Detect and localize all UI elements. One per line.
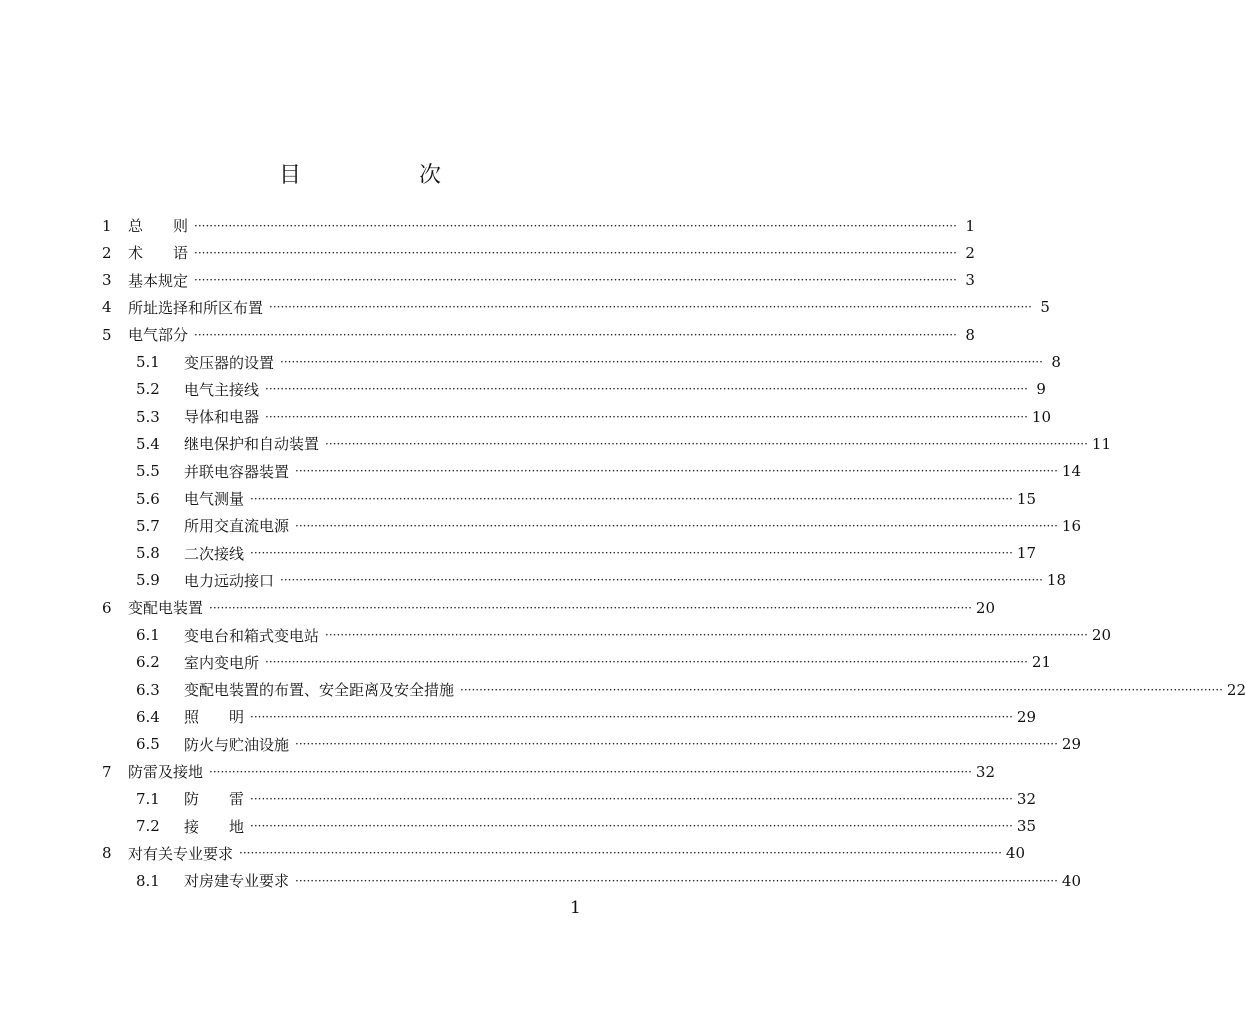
toc-entry-title: 所用交直流电源 [184,517,290,536]
toc-entry-page: 40 [1061,871,1081,890]
toc-entry-title: 对有关专业要求 [128,844,234,863]
toc-entry-title: 防雷及接地 [128,763,204,781]
toc-entry[interactable] [136,567,1066,594]
toc-entry-number: 5.8 [136,544,160,563]
dot-leader: ········································································································································································································ [325,436,1088,451]
toc-entry-title: 防火与贮油设施 [184,735,290,754]
toc-entry-number: 8.1 [136,871,160,890]
dot-leader: ········································································································································································································ [269,300,1032,315]
toc-entry[interactable] [136,785,1036,812]
toc-entry-page: 29 [1016,707,1036,726]
toc-entry[interactable] [102,267,975,294]
toc-entry[interactable] [136,540,1036,567]
toc-entry-page: 20 [975,598,995,617]
toc-entry-number: 6.5 [136,735,160,754]
dot-leader: ········································································································································································································ [250,546,1013,561]
toc-entry-title: 对房建专业要求 [184,872,290,891]
toc-entry-page: 8 [1051,353,1061,371]
dot-leader: ········································································································································································································ [295,737,1058,752]
toc-entry-page: 15 [1016,489,1036,508]
toc-entry-number: 1 [102,216,112,235]
dot-leader: ········································································································································································································ [265,409,1028,424]
toc-entry-title: 变电台和箱式变电站 [184,626,320,645]
toc-entry-page: 18 [1046,571,1066,590]
toc-entry-page: 32 [975,762,995,781]
toc-entry-number: 7.1 [136,789,160,808]
dot-leader: ········································································································································································································ [239,846,1002,861]
toc-title: 目 次 [278,163,489,188]
toc-entry-title: 导体和电器 [184,408,260,427]
toc-entry-title: 照 明 [184,708,245,727]
toc-entry-page: 2 [965,243,975,262]
toc-entry-number: 6.2 [136,653,160,672]
toc-entry-page: 20 [1091,626,1111,644]
toc-entry[interactable] [136,867,1081,894]
toc-entry-number: 5.4 [136,434,160,453]
toc-entry[interactable] [102,594,995,621]
toc-entry[interactable] [136,403,1051,430]
toc-entry[interactable] [102,212,975,239]
toc-entry-page: 8 [965,325,975,344]
toc-entry[interactable] [136,485,1036,512]
toc-entry[interactable] [102,840,1025,867]
dot-leader: ········································································································································································································ [325,628,1088,642]
dot-leader: ········································································································································································································ [280,573,1043,588]
toc-entry[interactable] [102,321,975,348]
dot-leader: ········································································································································································································ [209,764,972,779]
toc-entry-page: 1 [965,216,975,235]
dot-leader: ········································································································································································································ [265,382,1028,397]
dot-leader: ········································································································································································································ [265,655,1028,670]
toc-entry[interactable] [136,813,1036,840]
dot-leader: ········································································································································································································ [250,819,1013,834]
toc-entry[interactable] [136,430,1111,457]
toc-entry[interactable] [136,458,1081,485]
toc-entry-title: 基本规定 [128,271,189,290]
toc-entry-number: 6.1 [136,626,160,644]
toc-entry-title: 电气主接线 [184,380,260,399]
toc-entry-number: 6.3 [136,680,160,699]
toc-entry-page: 21 [1031,653,1051,672]
toc-entry-number: 7 [102,762,112,781]
toc-entry-title: 继电保护和自动装置 [184,435,320,454]
toc-entry-title: 接 地 [184,817,245,836]
toc-entry-page: 16 [1061,516,1081,535]
toc-entry-number: 5.5 [136,462,160,481]
toc-entry[interactable] [136,703,1036,730]
dot-leader: ········································································································································································································ [295,464,1058,479]
dot-leader: ········································································································································································································ [280,355,1043,369]
toc-entry-number: 5.2 [136,380,160,399]
toc-entry-page: 5 [1040,298,1050,317]
toc-entry-page: 14 [1061,462,1081,481]
toc-entry[interactable] [136,349,1061,376]
toc-entry-title: 电力远动接口 [184,571,275,590]
dot-leader: ········································································································································································································ [250,709,1013,724]
toc-entry-page: 29 [1061,735,1081,754]
toc-entry-page: 10 [1031,407,1051,426]
toc-entry[interactable] [136,676,1246,703]
dot-leader: ········································································································································································································ [194,273,957,288]
toc-entry-number: 4 [102,298,112,317]
toc-entry-number: 7.2 [136,817,160,836]
toc-entry-page: 11 [1091,434,1111,453]
toc-entry-page: 40 [1005,844,1025,863]
toc-entry-page: 32 [1016,789,1036,808]
toc-entry-title: 电气测量 [184,490,245,508]
toc-entry[interactable] [102,294,1050,321]
toc-entry-title: 变配电装置 [128,599,204,618]
toc-entry-title: 电气部分 [128,326,189,345]
toc-entry-number: 5.9 [136,571,160,590]
toc-entry-title: 变压器的设置 [184,353,275,372]
toc-entry-title: 并联电容器装置 [184,462,290,481]
toc-entry-title: 术 语 [128,244,189,263]
toc-entry-page: 17 [1016,544,1036,563]
dot-leader: ········································································································································································································ [295,873,1058,888]
toc-entry-page: 9 [1036,380,1046,399]
dot-leader: ········································································································································································································ [194,245,957,260]
toc-entry-number: 6.4 [136,707,160,726]
toc-entry-title: 二次接线 [184,544,245,563]
toc-entry-number: 3 [102,271,112,290]
dot-leader: ········································································································································································································ [250,791,1013,806]
toc-entry-title: 防 雷 [184,790,245,809]
dot-leader: ········································································································································································································ [295,518,1058,533]
toc-entry-number: 5.3 [136,407,160,426]
toc-entry-title: 总 则 [128,217,189,235]
toc-entry[interactable] [136,622,1111,649]
dot-leader: ········································································································································································································ [194,327,957,342]
page-number: 1 [570,898,581,918]
toc-entry-title: 变配电装置的布置、安全距离及安全措施 [184,681,455,700]
toc-entry-number: 6 [102,598,112,617]
toc-entry-title: 所址选择和所区布置 [128,298,264,317]
toc-entry-number: 5.7 [136,516,160,535]
toc-entry-number: 5.6 [136,489,160,508]
dot-leader: ········································································································································································································ [250,491,1013,506]
toc-entry[interactable] [136,649,1051,676]
toc-entry-number: 8 [102,844,112,863]
toc-entry[interactable] [102,239,975,266]
dot-leader: ········································································································································································································ [194,218,957,233]
toc-entry-number: 2 [102,243,112,262]
toc-entry-page: 22 [1226,680,1246,699]
toc-entry[interactable] [136,512,1081,539]
toc-entry-number: 5.1 [136,353,160,371]
dot-leader: ········································································································································································································ [460,682,1223,697]
toc-entry[interactable] [136,376,1046,403]
toc-entry-number: 5 [102,325,112,344]
dot-leader: ········································································································································································································ [209,600,972,615]
toc-entry-page: 3 [965,271,975,290]
toc-entry-page: 35 [1016,817,1036,836]
toc-entry[interactable] [102,758,995,785]
toc-entry[interactable] [136,731,1081,758]
toc-entry-title: 室内变电所 [184,653,260,672]
